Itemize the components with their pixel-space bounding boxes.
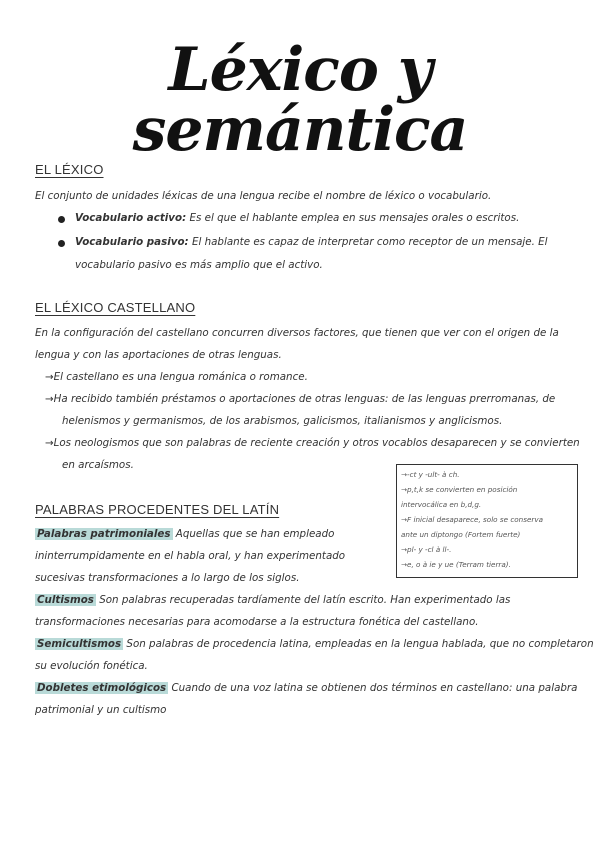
bullet-vocabulario-activo	[75, 212, 519, 224]
patrimoniales-line-3: sucesivas transformaciones a lo largo de los siglos.	[35, 572, 300, 584]
cultismos-line-1	[35, 594, 510, 606]
semicultismos-def: Son palabras de procedencia latina, empleadas en la lengua hablada, que no completaron	[123, 638, 594, 650]
rule-line: →pl- y -cl à ll-.	[401, 545, 452, 554]
castellano-intro-1: En la configuración del castellano concurren diversos factores, que tienen que ver con el origen de la	[35, 327, 559, 339]
def-vocabulario-pasivo-cont: vocabulario pasivo es más amplio que el activo.	[75, 259, 323, 271]
patrimoniales-line-2: ininterrumpidamente en el habla oral, y han experimentado	[35, 550, 346, 562]
rule-line: intervocálica en b,d,g.	[401, 500, 482, 509]
term-semicultismos: Semicultismos	[37, 638, 122, 650]
lexico-intro: El conjunto de unidades léxicas de una lengua recibe el nombre de léxico o vocabulario.	[35, 190, 492, 202]
arrow-item-neologismos	[45, 437, 580, 449]
bullet-vocabulario-pasivo	[75, 236, 548, 248]
section-heading-palabras-latin: PALABRAS PROCEDENTES DEL LATÍN	[35, 502, 280, 517]
dobletes-line-2: patrimonial y un cultismo	[35, 704, 167, 716]
patrimoniales-line-1	[35, 528, 334, 540]
term-patrimoniales: Palabras patrimoniales	[37, 528, 171, 540]
arrow-item-prestamos	[45, 393, 555, 405]
def-vocabulario-activo: Es el que el hablante emplea en sus mensajes orales o escritos.	[186, 212, 520, 224]
section-heading-lexico: EL LÉXICO	[35, 162, 104, 177]
cultismos-def: Son palabras recuperadas tardíamente del latín escrito. Han experimentado las	[95, 594, 511, 606]
term-cultismos: Cultismos	[37, 594, 94, 606]
term-dobletes: Dobletes etimológicos	[37, 682, 167, 694]
term-vocabulario-activo: Vocabulario activo:	[75, 212, 187, 224]
rule-line: →-ct y -ult- à ch.	[401, 470, 460, 479]
arrow-right-icon: →	[45, 393, 54, 405]
cultismos-line-2: transformaciones necesarias para acomodarse a la estructura fonética del castellano.	[35, 616, 479, 628]
dobletes-def: Cuando de una voz latina se obtienen dos términos en castellano: una palabra	[168, 682, 578, 694]
section-heading-lexico-castellano: EL LÉXICO CASTELLANO	[35, 300, 196, 315]
arrow-item-neologismos-cont: en arcaísmos.	[62, 459, 134, 471]
rule-line: ante un diptongo (Fortem fuerte)	[401, 530, 521, 539]
arrow-item-text: El castellano es una lengua románica o romance.	[53, 371, 308, 383]
rule-line: →e, o à ie y ue (Terram tierra).	[401, 560, 511, 569]
evolution-rules-box	[396, 464, 578, 578]
bullet-dot-icon	[58, 216, 65, 223]
arrow-item-text: Ha recibido también préstamos o aportaciones de otras lenguas: de las lenguas prerromanas, de	[53, 393, 556, 405]
castellano-intro-2: lengua y con las aportaciones de otras lenguas.	[35, 349, 282, 361]
patrimoniales-def: Aquellas que se han empleado	[172, 528, 335, 540]
page-title: Léxico y semántica	[132, 35, 468, 165]
dobletes-line-1	[35, 682, 577, 694]
bullet-dot-icon	[58, 240, 65, 247]
semicultismos-line-1	[35, 638, 594, 650]
rule-line: →p,t,k se convierten en posición	[401, 485, 518, 494]
arrow-item-romance	[45, 371, 308, 383]
def-vocabulario-pasivo: El hablante es capaz de interpretar como receptor de un mensaje. El	[188, 236, 548, 248]
rule-line: →F inicial desaparece, solo se conserva	[401, 515, 544, 524]
arrow-item-prestamos-cont: helenismos y germanismos, de los arabismos, galicismos, italianismos y anglicismos.	[62, 415, 503, 427]
arrow-right-icon: →	[45, 371, 54, 383]
arrow-right-icon: →	[45, 437, 54, 449]
term-vocabulario-pasivo: Vocabulario pasivo:	[75, 236, 189, 248]
arrow-item-text: Los neologismos que son palabras de reciente creación y otros vocablos desaparecen y se convierten	[53, 437, 580, 449]
semicultismos-line-2: su evolución fonética.	[35, 660, 148, 672]
